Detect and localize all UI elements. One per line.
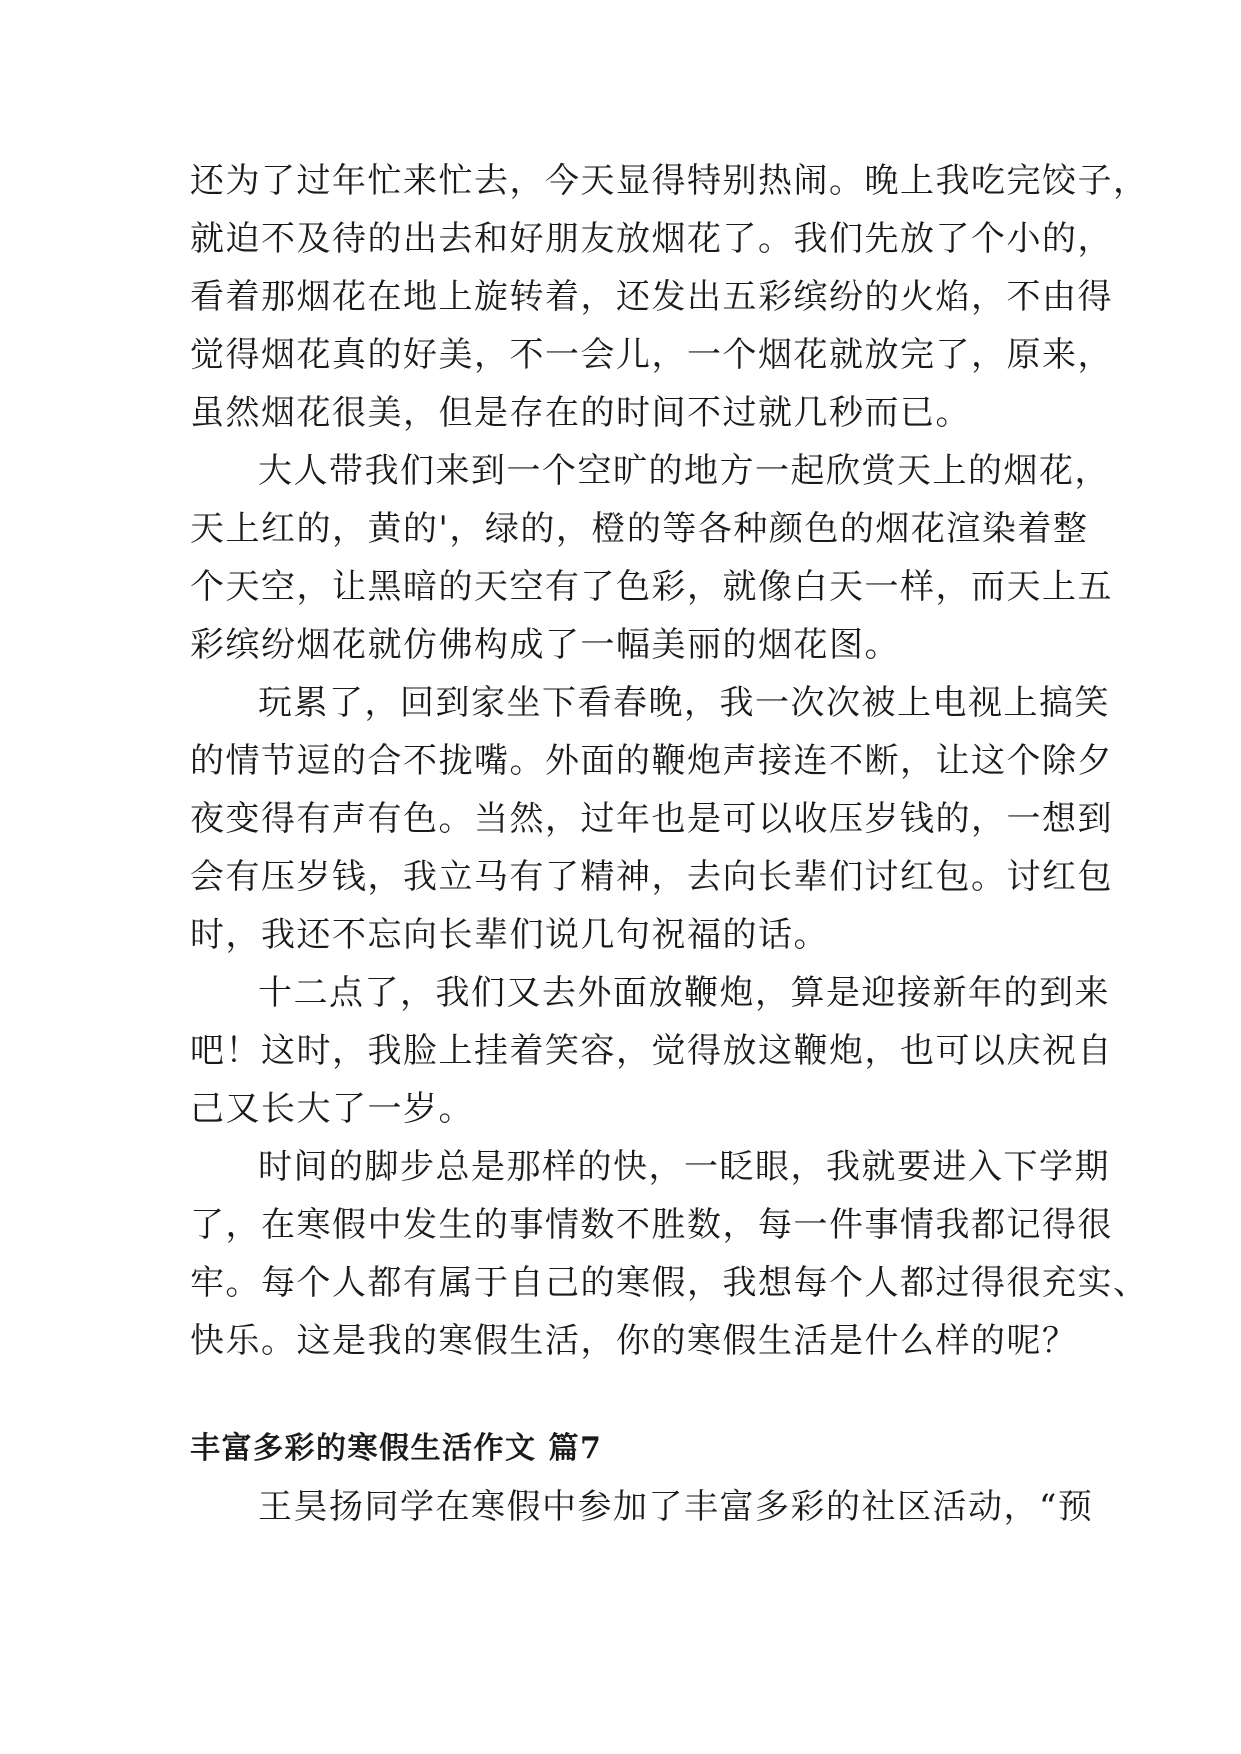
text-line: 吧！这时，我脸上挂着笑容，觉得放这鞭炮，也可以庆祝自	[190, 1031, 1113, 1071]
paragraph-2	[190, 442, 1113, 674]
text-line: 了，在寒假中发生的事情数不胜数，每一件事情我都记得很	[190, 1205, 1113, 1245]
text-line: 还为了过年忙来忙去，今天显得特别热闹。晚上我吃完饺子，	[190, 161, 1149, 201]
text-line: 十二点了，我们又去外面放鞭炮，算是迎接新年的到来	[258, 973, 1110, 1013]
paragraph-4	[190, 964, 1113, 1138]
text-line: 看着那烟花在地上旋转着，还发出五彩缤纷的火焰，不由得	[190, 277, 1113, 317]
text-line: 牢。每个人都有属于自己的寒假，我想每个人都过得很充实、	[190, 1263, 1149, 1303]
text-line: 快乐。这是我的寒假生活，你的寒假生活是什么样的呢？	[190, 1321, 1078, 1361]
text-line: 会有压岁钱，我立马有了精神，去向长辈们讨红包。讨红包	[190, 857, 1113, 897]
text-line: 夜变得有声有色。当然，过年也是可以收压岁钱的，一想到	[190, 799, 1113, 839]
document-page	[190, 152, 1149, 1536]
text-line: 的情节逗的合不拢嘴。外面的鞭炮声接连不断，让这个除夕	[190, 741, 1113, 781]
text-line: 个天空，让黑暗的天空有了色彩，就像白天一样，而天上五	[190, 567, 1113, 607]
text-line: 己又长大了一岁。	[190, 1089, 474, 1129]
section-heading: 丰富多彩的寒假生活作文 篇7	[190, 1431, 603, 1466]
text-line: 就迫不及待的出去和好朋友放烟花了。我们先放了个小的，	[190, 219, 1113, 259]
paragraph-3	[190, 674, 1113, 964]
text-line: 彩缤纷烟花就仿佛构成了一幅美丽的烟花图。	[190, 625, 900, 665]
text-line: 天上红的，黄的'，绿的，橙的等各种颜色的烟花渲染着整	[190, 509, 1089, 549]
text-line: 时，我还不忘向长辈们说几句祝福的话。	[190, 915, 829, 955]
text-line: 时间的脚步总是那样的快，一眨眼，我就要进入下学期	[258, 1147, 1110, 1187]
paragraph-1	[190, 152, 1149, 442]
text-line: 玩累了，回到家坐下看春晚，我一次次被上电视上搞笑	[258, 683, 1110, 723]
paragraph-5	[190, 1138, 1149, 1370]
text-line: 大人带我们来到一个空旷的地方一起欣赏天上的烟花，	[258, 451, 1110, 491]
paragraph-6	[190, 1478, 1094, 1536]
text-line: 王昊扬同学在寒假中参加了丰富多彩的社区活动，“预	[258, 1487, 1094, 1527]
text-line: 虽然烟花很美，但是存在的时间不过就几秒而已。	[190, 393, 971, 433]
text-line: 觉得烟花真的好美，不一会儿，一个烟花就放完了，原来，	[190, 335, 1113, 375]
